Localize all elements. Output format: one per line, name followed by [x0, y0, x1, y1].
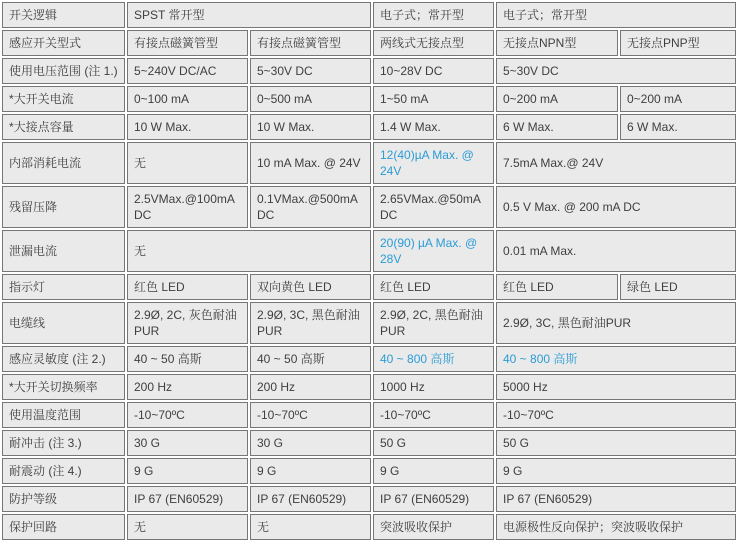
spec-cell: 20(90) µA Max. @ 28V: [373, 230, 494, 272]
spec-cell: 有接点磁簧管型: [250, 30, 371, 56]
spec-cell: 9 G: [496, 458, 736, 484]
spec-cell: 1000 Hz: [373, 374, 494, 400]
spec-cell: 有接点磁簧管型: [127, 30, 248, 56]
row-label: 耐震动 (注 4.): [2, 458, 125, 484]
row-label: *大开关切换频率: [2, 374, 125, 400]
spec-cell: 0.01 mA Max.: [496, 230, 736, 272]
spec-cell: 2.5VMax.@100mA DC: [127, 186, 248, 228]
spec-cell: 50 G: [496, 430, 736, 456]
spec-cell: 30 G: [250, 430, 371, 456]
spec-cell: 电子式；常开型: [496, 2, 736, 28]
spec-cell: 两线式无接点型: [373, 30, 494, 56]
spec-cell: 30 G: [127, 430, 248, 456]
spec-cell: 红色 LED: [127, 274, 248, 300]
spec-cell: 5~30V DC: [496, 58, 736, 84]
spec-cell: IP 67 (EN60529): [496, 486, 736, 512]
spec-cell: 无: [250, 514, 371, 540]
spec-cell: 2.9Ø, 3C, 黑色耐油PUR: [250, 302, 371, 344]
table-row: [2, 346, 736, 372]
spec-cell: -10~70ºC: [250, 402, 371, 428]
spec-cell: 10 W Max.: [250, 114, 371, 140]
row-label: 开关逻辑: [2, 2, 125, 28]
table-row: [2, 486, 736, 512]
spec-cell: 200 Hz: [250, 374, 371, 400]
spec-cell: 40 ~ 50 高斯: [250, 346, 371, 372]
spec-cell: 无: [127, 514, 248, 540]
table-row: [2, 274, 736, 300]
spec-cell: 0.5 V Max. @ 200 mA DC: [496, 186, 736, 228]
spec-cell: 6 W Max.: [496, 114, 618, 140]
table-row: [2, 230, 736, 272]
spec-cell: SPST 常开型: [127, 2, 371, 28]
spec-cell: 5~30V DC: [250, 58, 371, 84]
spec-cell: 1.4 W Max.: [373, 114, 494, 140]
spec-cell: 5000 Hz: [496, 374, 736, 400]
row-label: 感应开关型式: [2, 30, 125, 56]
row-label: 内部消耗电流: [2, 142, 125, 184]
spec-cell: 50 G: [373, 430, 494, 456]
spec-table-body: [2, 2, 736, 540]
spec-cell: 5~240V DC/AC: [127, 58, 248, 84]
table-row: [2, 114, 736, 140]
row-label: *大接点容量: [2, 114, 125, 140]
table-row: [2, 430, 736, 456]
spec-cell: 10~28V DC: [373, 58, 494, 84]
spec-cell: 9 G: [127, 458, 248, 484]
spec-cell: 0~200 mA: [620, 86, 736, 112]
spec-cell: 电子式；常开型: [373, 2, 494, 28]
table-row: [2, 142, 736, 184]
table-row: [2, 86, 736, 112]
spec-cell: IP 67 (EN60529): [250, 486, 371, 512]
spec-cell: 0.1VMax.@500mA DC: [250, 186, 371, 228]
spec-cell: 40 ~ 50 高斯: [127, 346, 248, 372]
row-label: *大开关电流: [2, 86, 125, 112]
spec-cell: 200 Hz: [127, 374, 248, 400]
table-row: [2, 374, 736, 400]
spec-cell: 红色 LED: [373, 274, 494, 300]
table-row: [2, 514, 736, 540]
spec-cell: IP 67 (EN60529): [373, 486, 494, 512]
spec-cell: -10~70ºC: [373, 402, 494, 428]
row-label: 耐冲击 (注 3.): [2, 430, 125, 456]
table-row: [2, 302, 736, 344]
spec-cell: 2.9Ø, 2C, 黑色耐油PUR: [373, 302, 494, 344]
spec-cell: 电源极性反向保护；突波吸收保护: [496, 514, 736, 540]
spec-cell: 双向黄色 LED: [250, 274, 371, 300]
table-row: [2, 186, 736, 228]
spec-cell: 0~500 mA: [250, 86, 371, 112]
spec-cell: 12(40)µA Max. @ 24V: [373, 142, 494, 184]
spec-cell: 9 G: [250, 458, 371, 484]
spec-cell: 9 G: [373, 458, 494, 484]
table-row: [2, 458, 736, 484]
spec-cell: 绿色 LED: [620, 274, 736, 300]
spec-cell: 2.65VMax.@50mA DC: [373, 186, 494, 228]
spec-cell: 7.5mA Max.@ 24V: [496, 142, 736, 184]
spec-cell: 突波吸收保护: [373, 514, 494, 540]
spec-cell: -10~70ºC: [127, 402, 248, 428]
spec-cell: 10 mA Max. @ 24V: [250, 142, 371, 184]
spec-cell: 1~50 mA: [373, 86, 494, 112]
table-row: [2, 58, 736, 84]
spec-cell: 无接点NPN型: [496, 30, 618, 56]
row-label: 保护回路: [2, 514, 125, 540]
spec-cell: -10~70ºC: [496, 402, 736, 428]
spec-cell: 2.9Ø, 3C, 黑色耐油PUR: [496, 302, 736, 344]
row-label: 使用电压范围 (注 1.): [2, 58, 125, 84]
spec-cell: 2.9Ø, 2C, 灰色耐油PUR: [127, 302, 248, 344]
spec-cell: 红色 LED: [496, 274, 618, 300]
row-label: 感应灵敏度 (注 2.): [2, 346, 125, 372]
spec-cell: 无接点PNP型: [620, 30, 736, 56]
spec-cell: 0~100 mA: [127, 86, 248, 112]
spec-cell: 6 W Max.: [620, 114, 736, 140]
spec-cell: 无: [127, 142, 248, 184]
row-label: 残留压降: [2, 186, 125, 228]
row-label: 使用温度范围: [2, 402, 125, 428]
table-row: [2, 402, 736, 428]
table-row: [2, 2, 736, 28]
row-label: 指示灯: [2, 274, 125, 300]
spec-cell: 10 W Max.: [127, 114, 248, 140]
row-label: 防护等级: [2, 486, 125, 512]
table-row: [2, 30, 736, 56]
spec-cell: IP 67 (EN60529): [127, 486, 248, 512]
row-label: 泄漏电流: [2, 230, 125, 272]
spec-cell: 无: [127, 230, 371, 272]
spec-cell: 0~200 mA: [496, 86, 618, 112]
row-label: 电缆线: [2, 302, 125, 344]
spec-cell: 40 ~ 800 高斯: [496, 346, 736, 372]
spec-cell: 40 ~ 800 高斯: [373, 346, 494, 372]
